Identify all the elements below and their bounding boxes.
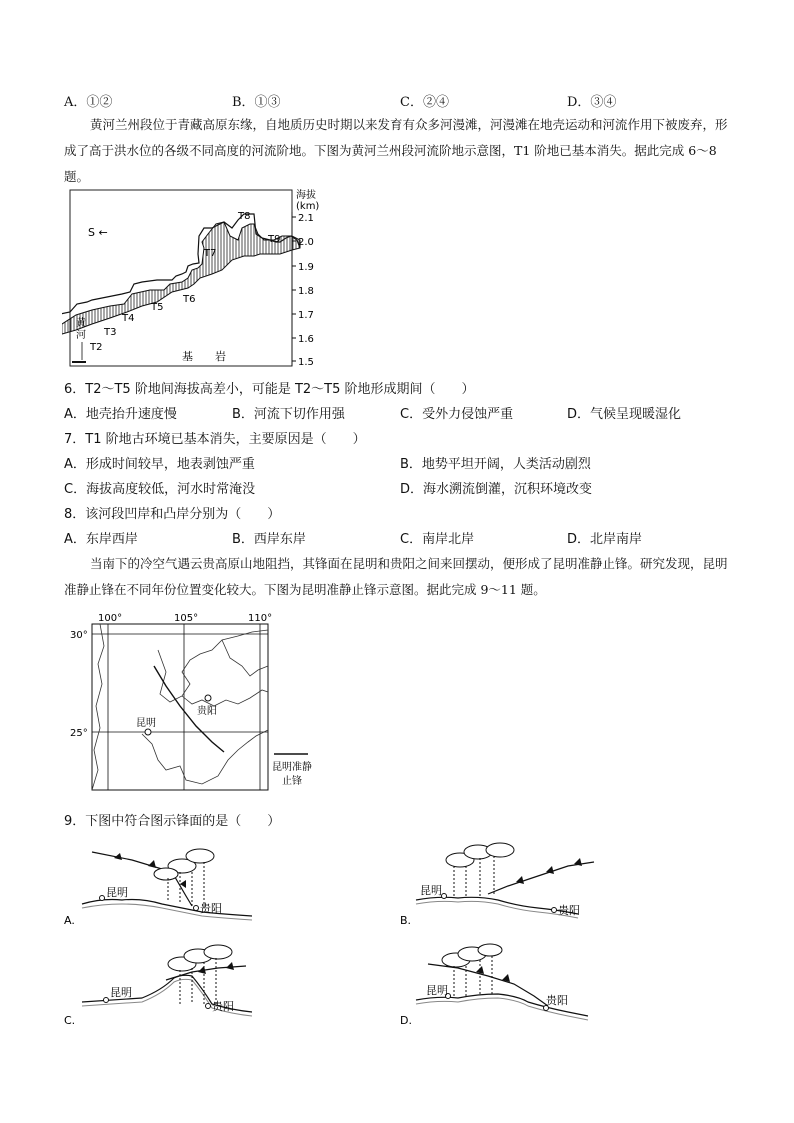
ytick-1.6: 1.6 [298, 334, 314, 345]
q9-label-c: C. [64, 1014, 76, 1027]
q9-a-guiyang: 贵阳 [200, 902, 222, 915]
terrace-t2: T2 [90, 342, 103, 353]
map-guiyang: 贵阳 [197, 706, 217, 717]
q9-stem: 9．下图中符合图示锋面的是（ ） [64, 814, 281, 829]
passage-kunming-front: 当南下的冷空气遇云贵高原山地阻挡，其锋面在昆明和贵阳之间来回摆动，便形成了昆明准静止锋。研究发现，昆明准静止锋在不同年份位置变化较大。下图为昆明准静止锋示意图。据此完成 9～11 题。 [64, 556, 728, 597]
q9-option-a-figure [62, 838, 262, 930]
direction-label: S ← [88, 226, 108, 239]
bedrock-label: 基 岩 [182, 350, 226, 363]
q9-a-kunming: 昆明 [106, 886, 128, 899]
q9-d-kunming: 昆明 [426, 984, 448, 997]
q6-option-a: A．地壳抬升速度慢 [64, 407, 177, 422]
q9-option-c-figure [62, 938, 262, 1030]
ytick-2.0: 2.0 [298, 237, 314, 248]
q9-option-b-figure [398, 838, 608, 930]
q9-option-d-figure [398, 938, 608, 1030]
q6-option-d: D．气候呈现暖湿化 [567, 407, 682, 422]
yaxis-title-1: 海拔 [296, 190, 316, 201]
q9-b-guiyang: 贵阳 [558, 904, 580, 917]
q9-c-kunming: 昆明 [110, 986, 132, 999]
q6-stem: 6．T2～T5 阶地间海拔高差小，可能是 T2～T5 阶地形成期间（ ） [64, 382, 475, 397]
lat-25: 25° [70, 728, 88, 739]
river-label-2: 河 [76, 330, 86, 341]
terrace-t4: T4 [122, 313, 135, 324]
q6-option-b: B．河流下切作用强 [232, 407, 345, 422]
lat-30: 30° [70, 630, 88, 641]
map-kunming: 昆明 [136, 718, 156, 729]
terrace-t6: T6 [183, 294, 196, 305]
q8-option-d: D．北岸南岸 [567, 532, 643, 547]
terrace-t9: T9 [268, 234, 281, 245]
lon-100: 100° [98, 613, 123, 624]
q7-option-b: B．地势平坦开阔，人类活动剧烈 [400, 457, 591, 472]
legend-front-1: 昆明准静 [272, 762, 312, 773]
q7-option-d: D．海水溯流倒灌，沉积环境改变 [400, 482, 593, 497]
q9-c-guiyang: 贵阳 [212, 1000, 234, 1013]
legend-front-2: 止锋 [282, 776, 302, 787]
terrace-figure [62, 184, 332, 372]
ytick-1.9: 1.9 [298, 262, 314, 273]
q7-stem: 7．T1 阶地古环境已基本消失，主要原因是（ ） [64, 432, 366, 447]
q8-option-b: B．西岸东岸 [232, 532, 306, 547]
passage-yellow-river: 黄河兰州段位于青藏高原东缘，自地质历史时期以来发育有众多河漫滩，河漫滩在地壳运动和河流作用下被废弃，形成了高于洪水位的各级不同高度的河流阶地。下图为黄河兰州段河流阶地示意图，T1 阶地已基本消失。据此完成 6～8 题。 [64, 117, 728, 184]
q7-option-a: A．形成时间较早，地表剥蚀严重 [64, 457, 255, 472]
q9-label-b: B. [400, 914, 412, 927]
ytick-1.8: 1.8 [298, 286, 314, 297]
terrace-t8: T8 [238, 211, 251, 222]
q5-option-c: C．②④ [400, 95, 449, 110]
ytick-1.5: 1.5 [298, 357, 314, 368]
q5-option-a: A．①② [64, 95, 113, 110]
terrace-t7: T7 [204, 248, 217, 259]
lon-105: 105° [174, 613, 199, 624]
q9-label-a: A. [64, 914, 75, 927]
river-label-1: 黄 [76, 318, 86, 329]
q9-b-kunming: 昆明 [420, 884, 442, 897]
terrace-t3: T3 [104, 327, 117, 338]
q8-option-c: C．南岸北岸 [400, 532, 475, 547]
yaxis-title-2: (km) [296, 201, 320, 212]
terrace-t5: T5 [151, 302, 164, 313]
front-map [62, 610, 322, 796]
lon-110: 110° [248, 613, 273, 624]
ytick-2.1: 2.1 [298, 213, 314, 224]
q8-option-a: A．东岸西岸 [64, 532, 138, 547]
q8-stem: 8．该河段凹岸和凸岸分别为（ ） [64, 507, 281, 522]
q9-d-guiyang: 贵阳 [546, 994, 568, 1007]
q7-option-c: C．海拔高度较低，河水时常淹没 [64, 482, 256, 497]
q6-option-c: C．受外力侵蚀严重 [400, 407, 514, 422]
ytick-1.7: 1.7 [298, 310, 314, 321]
q9-label-d: D. [400, 1014, 412, 1027]
q5-option-b: B．①③ [232, 95, 281, 110]
q5-option-d: D．③④ [567, 95, 617, 110]
